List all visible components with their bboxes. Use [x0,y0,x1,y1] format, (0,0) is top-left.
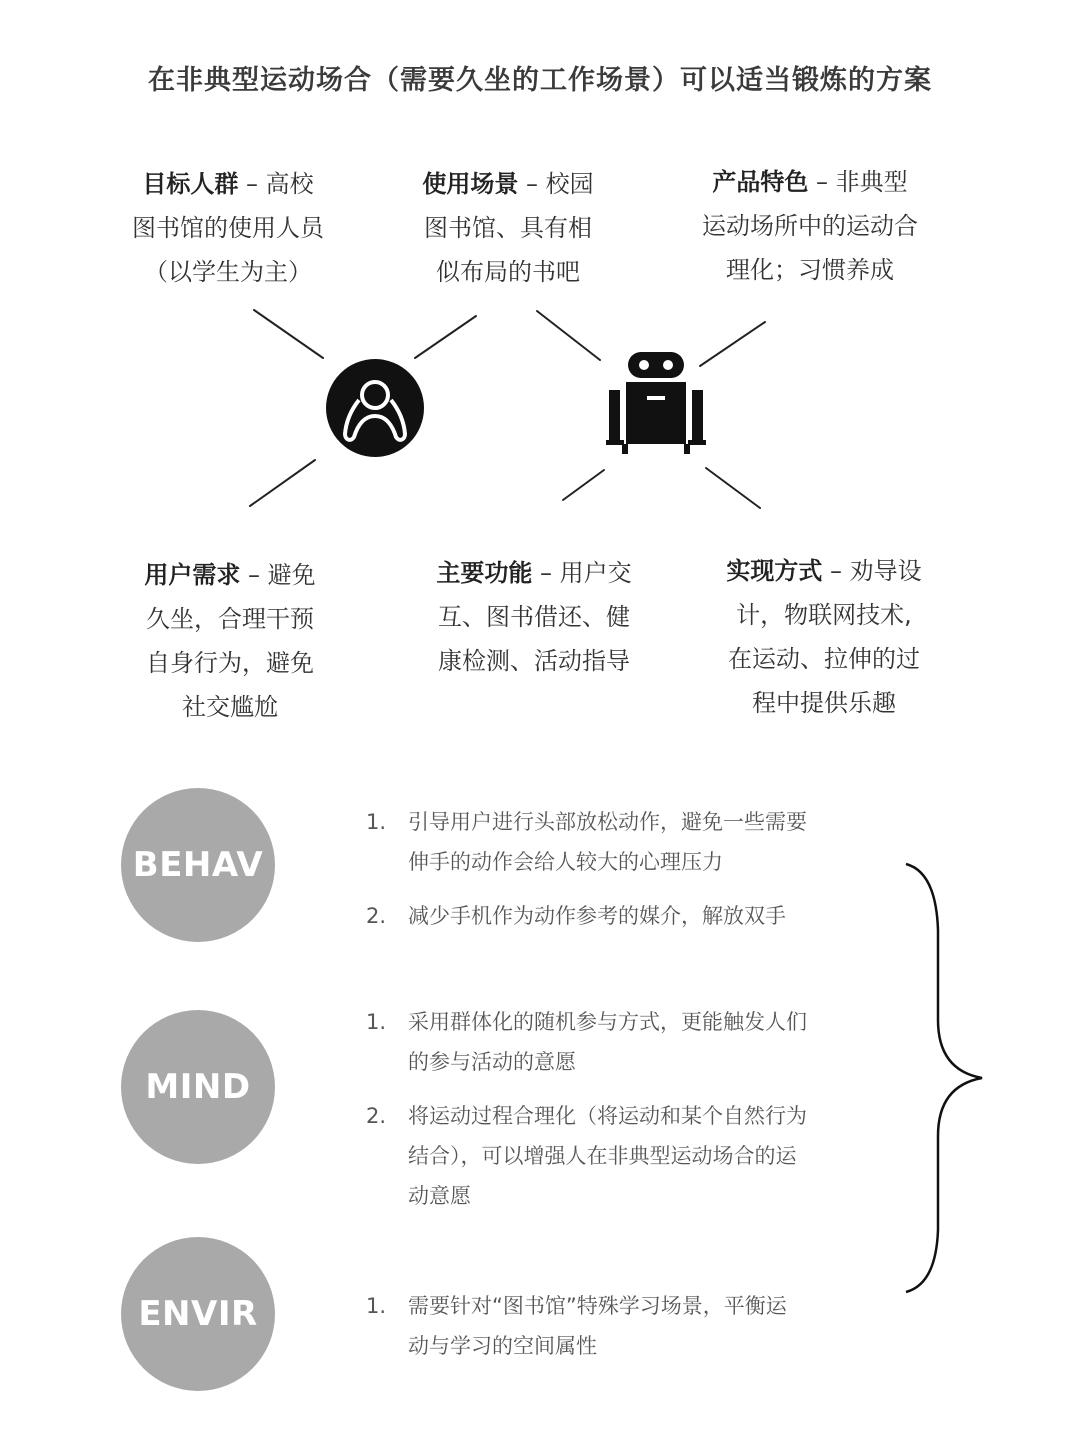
list-item-text: 将运动过程合理化（将运动和某个自然行为 [408,1104,807,1128]
list-number: 2. [366,1104,387,1128]
envir-list [366,1286,858,1380]
list-number: 1. [366,1010,387,1034]
list-number: 1. [366,810,387,834]
connector-line [537,311,600,360]
list-item-text: 伸手的动作会给人较大的心理压力 [408,850,723,874]
product-feature-text: 运动场所中的运动合 [702,212,918,240]
user-icon [325,358,425,458]
list-item-text: 减少手机作为动作参考的媒介，解放双手 [408,904,786,928]
connector-line [254,310,323,358]
list-item-text: 需要针对“图书馆”特殊学习场景，平衡运 [408,1294,787,1318]
target-users-text: 图书馆的使用人员 [132,214,324,242]
user-need-block [110,553,350,729]
usage-scene-text: 似布局的书吧 [436,258,580,286]
connector-line [700,322,765,366]
implementation-text: 计，物联网技术, [736,601,912,629]
list-item [366,896,858,936]
list-item [366,1002,858,1082]
connector-line [706,468,760,508]
list-number: 1. [366,1294,387,1318]
user-need-text: 社交尴尬 [182,693,278,721]
separator: – [808,168,836,196]
page-title: 在非典型运动场合（需要久坐的工作场景）可以适当锻炼的方案 [148,65,932,96]
behav-badge: BEHAV [121,788,275,942]
list-item-text: 动与学习的空间属性 [408,1334,597,1358]
user-need-text: 久坐，合理干预 [146,605,314,633]
implementation-text: 在运动、拉伸的过 [728,645,920,673]
main-function-text: 互、图书借还、健 [438,603,630,631]
robot-icon [606,352,706,456]
list-item-text: 的参与活动的意愿 [408,1050,576,1074]
product-feature-block [676,160,944,292]
main-function-block [400,551,668,683]
connector-line [250,460,315,506]
separator: – [822,557,850,585]
curly-brace [906,864,982,1292]
separator: – [238,170,266,198]
usage-scene-label: 使用场景 [422,170,519,198]
main-function-label: 主要功能 [436,559,533,587]
list-item-text: 结合），可以增强人在非典型运动场合的运 [408,1144,797,1168]
mind-list [366,1002,858,1230]
product-feature-label: 产品特色 [712,168,809,196]
separator: – [518,170,546,198]
target-users-label: 目标人群 [142,170,239,198]
usage-scene-text: 图书馆、具有相 [424,214,592,242]
connector-line [563,470,604,500]
list-item-text: 动意愿 [408,1184,471,1208]
list-item [366,802,858,882]
connector-line [415,316,476,358]
list-item [366,1096,858,1216]
implementation-text: 劝导设 [849,557,922,585]
main-function-text: 康检测、活动指导 [438,647,630,675]
separator: – [532,559,560,587]
usage-scene-block [388,162,628,294]
implementation-block [690,549,958,725]
user-need-label: 用户需求 [144,561,241,589]
usage-scene-text: 校园 [545,170,594,198]
implementation-label: 实现方式 [726,557,823,585]
main-function-text: 用户交 [559,559,632,587]
mind-badge: MIND [121,1010,275,1164]
product-feature-text: 非典型 [835,168,908,196]
product-feature-text: 理化；习惯养成 [726,256,894,284]
list-item [366,1286,858,1366]
list-item-text: 引导用户进行头部放松动作，避免一些需要 [408,810,807,834]
user-need-text: 避免 [267,561,316,589]
target-users-text: （以学生为主） [144,258,312,286]
behav-list [366,802,858,950]
target-users-text: 高校 [265,170,314,198]
separator: – [240,561,268,589]
list-item-text: 采用群体化的随机参与方式，更能触发人们 [408,1010,807,1034]
user-need-text: 自身行为，避免 [146,649,314,677]
list-number: 2. [366,904,387,928]
target-users-block [98,162,358,294]
implementation-text: 程中提供乐趣 [752,689,896,717]
envir-badge: ENVIR [121,1237,275,1391]
